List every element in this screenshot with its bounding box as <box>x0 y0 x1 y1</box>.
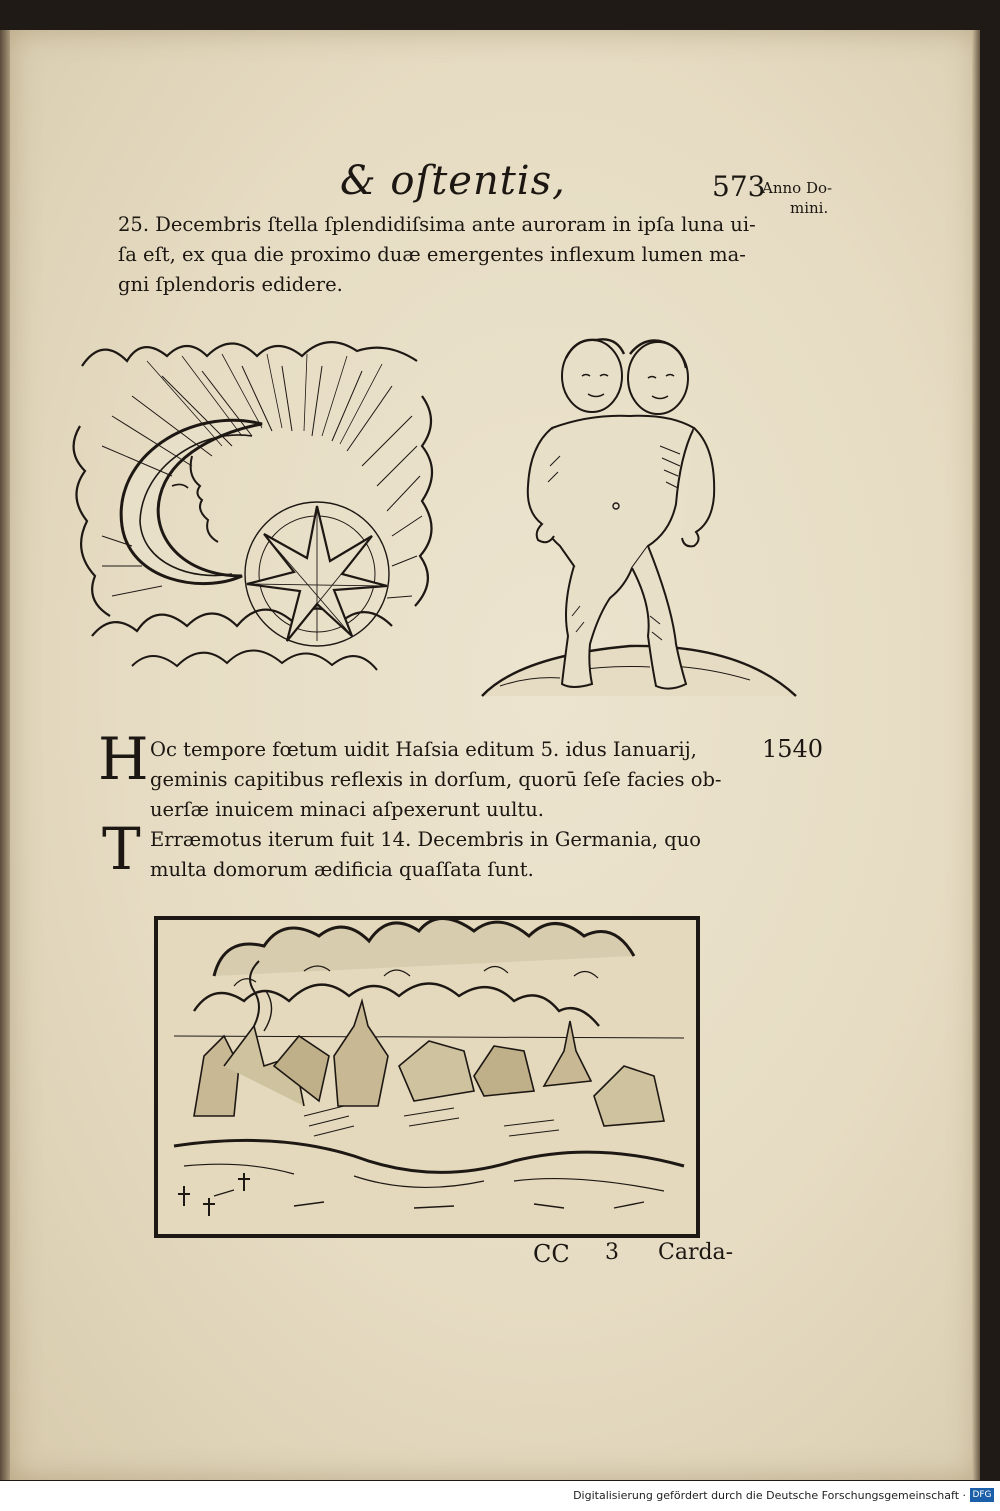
catchword: Carda- <box>658 1240 734 1265</box>
margin-year-note: 1540 <box>762 735 824 763</box>
text-line: Oc tempore fœtum uidit Haſsia editum 5. idus Ianuarij, <box>150 738 697 761</box>
drop-initial-h: H <box>98 725 149 793</box>
paragraph-earthquake <box>150 825 701 885</box>
margin-note-line: Anno Do- <box>762 179 833 197</box>
text-line: 25. Decembris ſtella ſplendidiſsima ante auroram in ipſa luna ui- <box>118 213 756 236</box>
text-line: ſa eſt, ex qua die proximo duæ emergentes inflexum lumen ma- <box>118 243 746 266</box>
drop-initial-t: T <box>102 815 141 883</box>
running-head: & oſtentis, <box>340 158 566 204</box>
earthquake-town-woodcut <box>154 916 700 1238</box>
text-line: geminis capitibus reflexis in dorſum, quorū ſeſe facies ob- <box>150 768 722 791</box>
page-edge-right <box>972 30 980 1480</box>
signature-number: 3 <box>605 1240 619 1265</box>
signature-mark: CC <box>533 1240 570 1268</box>
moon-and-star-woodcut <box>72 336 438 696</box>
margin-note-line: mini. <box>790 199 829 217</box>
page-number: 573 <box>712 170 766 203</box>
margin-note-anno-domini <box>762 178 872 218</box>
two-headed-child-woodcut <box>480 336 800 700</box>
dfg-logo: DFG <box>970 1488 994 1502</box>
paragraph-hessia <box>150 735 722 825</box>
text-line: Erræmotus iterum fuit 14. Decembris in Germania, quo <box>150 828 701 851</box>
text-line: multa domorum ædificia quaſſata ſunt. <box>150 858 534 881</box>
text-line: uerſæ inuicem minaci aſpexerunt uultu. <box>150 798 544 821</box>
paragraph-star <box>118 210 756 300</box>
digitization-credit: Digitalisierung gefördert durch die Deutsche Forschungsgemeinschaft · <box>573 1489 966 1502</box>
text-line: gni ſplendoris edidere. <box>118 273 343 296</box>
